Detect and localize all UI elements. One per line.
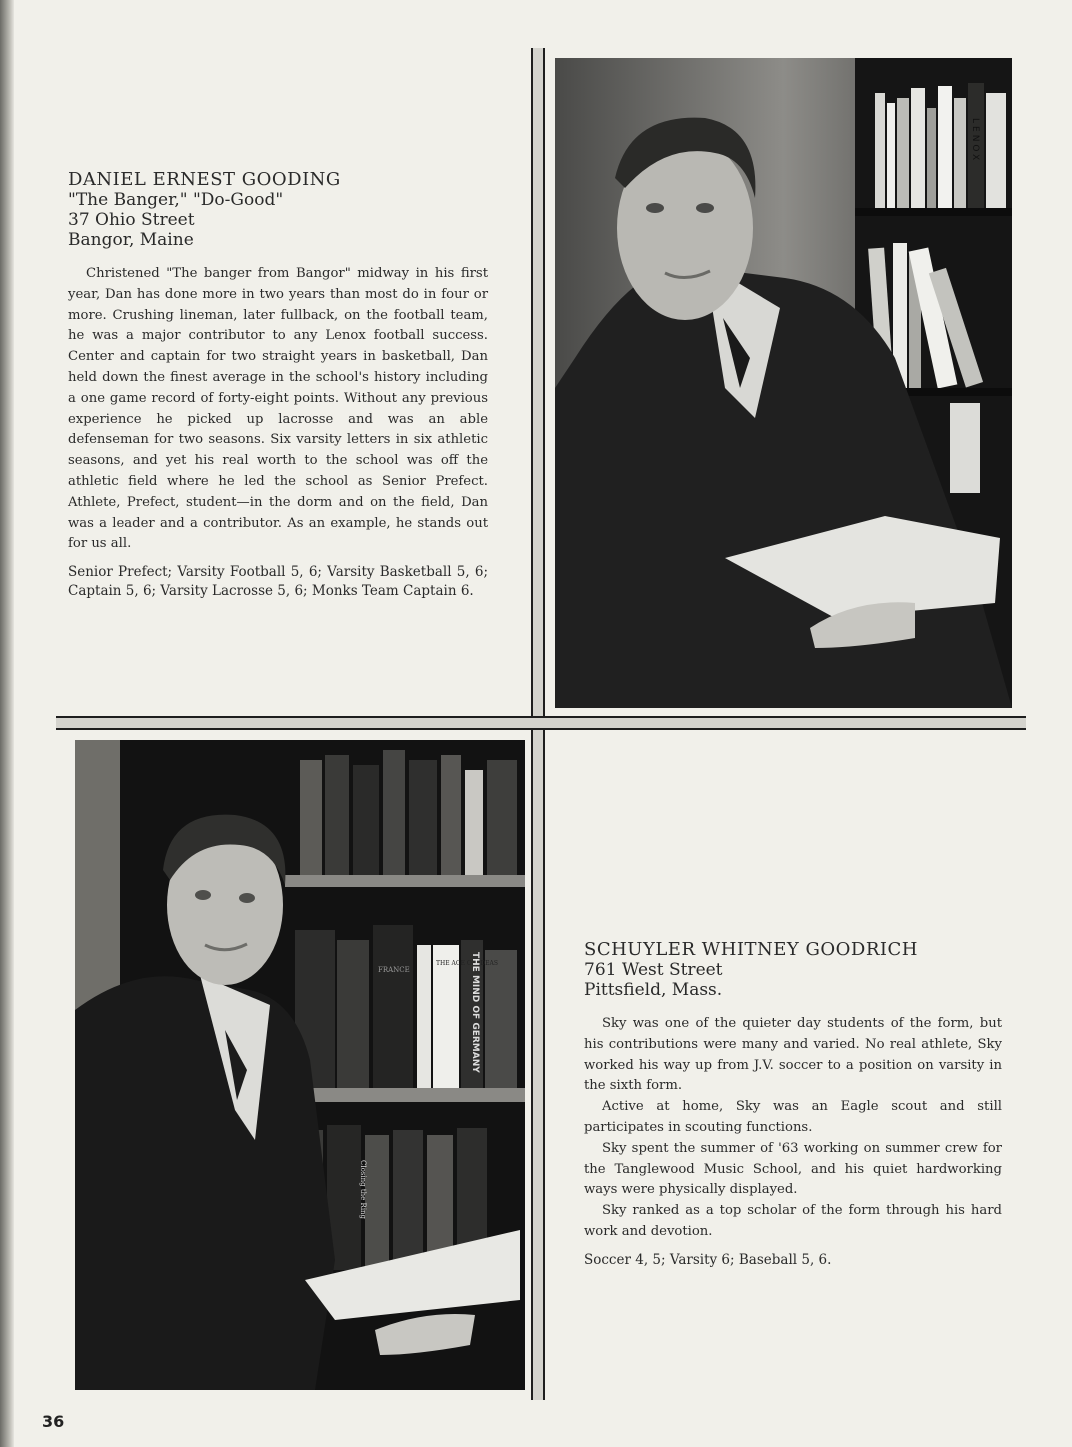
- bio-paragraph: Christened "The banger from Bangor" midway in his first year, Dan has done more in two years than most do in four or more. Crushing lineman, later fullback, on the football team, he was a major contributor to any Lenox football success. Center and captain for two straight years in basketball, Dan held down the finest average in the school's history including a one game record of forty-eight points. Without any previous experience he picked up lacrosse and was an able defenseman for two seasons. Six varsity letters in six athletic seasons, and yet his real worth to the school was off the athletic field where he led the school as Senior Prefect. Athlete, Prefect, student—in the dorm and on the field, Dan was a leader and a contributor. As an example, he stands out for us all.: [68, 266, 488, 552]
- book-title-mind-of-germany: THE MIND OF GERMANY: [470, 952, 480, 1073]
- bio-paragraph: Sky ranked as a top scholar of the form through his hard work and devotion.: [584, 1203, 1002, 1239]
- student-photo-goodrich: [75, 740, 525, 1390]
- student-photo-gooding: [555, 58, 1012, 708]
- student-name: DANIEL ERNEST GOODING: [68, 169, 341, 190]
- student-name: SCHUYLER WHITNEY GOODRICH: [584, 939, 918, 960]
- student-address-city: Pittsfield, Mass.: [584, 980, 723, 1000]
- bio-paragraph: Active at home, Sky was an Eagle scout and still participates in scouting functions.: [584, 1099, 1002, 1135]
- bio-paragraph: Sky spent the summer of '63 working on summer crew for the Tanglewood Music School, and his quiet hardworking ways were physically displayed.: [584, 1140, 1002, 1198]
- frame-vertical-bottom: [531, 730, 545, 1400]
- book-spine-text: LENOX: [970, 118, 980, 164]
- bio-paragraph: Sky was one of the quieter day students of the form, but his contributions were many and varied. No real athlete, Sky worked his way up from J.V. soccer to a position on varsity in the sixth form.: [584, 1016, 1002, 1094]
- student-address-city: Bangor, Maine: [68, 230, 194, 250]
- student-activities: Soccer 4, 5; Varsity 6; Baseball 5, 6.: [584, 1251, 832, 1268]
- book-title-closing-the-ring: Closing the Ring: [359, 1160, 367, 1220]
- student-bio-gooding: [68, 170, 488, 615]
- student-address-street: 37 Ohio Street: [68, 210, 195, 230]
- book-title-age-of-ideas: THE AGE OF IDEAS: [436, 960, 498, 967]
- binding-edge: [0, 0, 14, 1447]
- student-nickname: "The Banger," "Do-Good": [68, 190, 284, 210]
- frame-horizontal-left: [56, 716, 545, 730]
- book-title-france: FRANCE: [378, 966, 410, 974]
- student-bio-goodrich: [584, 940, 1002, 1283]
- portrait-illustration-2: [75, 740, 525, 1390]
- student-address-street: 761 West Street: [584, 960, 723, 980]
- frame-vertical-top: [531, 48, 545, 716]
- portrait-illustration: [555, 58, 1012, 708]
- frame-horizontal-right: [531, 716, 1026, 730]
- page-number: 36: [42, 1412, 65, 1431]
- student-activities: Senior Prefect; Varsity Football 5, 6; Varsity Basketball 5, 6; Captain 5, 6; Varsity Lacrosse 5, 6; Monks Team Captain 6.: [68, 564, 488, 600]
